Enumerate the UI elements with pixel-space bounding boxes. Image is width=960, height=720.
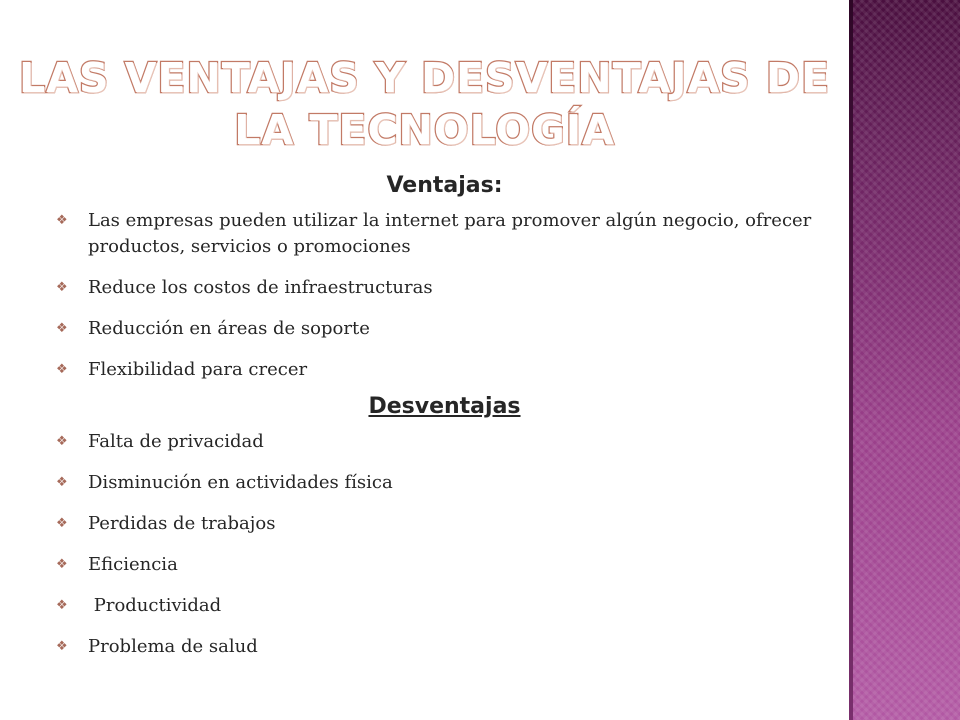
list-item [0,316,849,342]
list-item [0,593,849,619]
list-item-text: Flexibilidad para crecer [88,359,308,380]
diamond-bullet-icon: ❖ [56,557,68,572]
diamond-bullet-icon: ❖ [56,639,68,654]
list-item [0,470,849,496]
diamond-bullet-icon: ❖ [56,598,68,613]
slide-title: LAS VENTAJAS Y DESVENTAJAS DE LA TECNOLOGÍA [19,54,830,154]
list-item-text: Reduce los costos de infraestructuras [88,277,433,298]
list-item [0,511,849,537]
list-item [0,275,849,301]
ventajas-heading: Ventajas: [386,173,503,198]
ventajas-list [0,208,849,383]
desventajas-list [0,429,849,660]
diamond-bullet-icon: ❖ [56,516,68,531]
list-item [0,208,849,260]
list-item-text: Reducción en áreas de soporte [88,318,370,339]
diamond-bullet-icon: ❖ [56,280,68,295]
list-item-text: Problema de salud [88,636,258,657]
desventajas-heading: Desventajas [368,394,521,419]
slide-content [0,168,849,660]
decorative-side-band [849,0,960,720]
diamond-bullet-icon: ❖ [56,321,68,336]
diamond-bullet-icon: ❖ [56,434,68,449]
list-item [0,357,849,383]
side-band-edge [849,0,853,720]
list-item-text: Disminución en actividades física [88,472,393,493]
list-item-text: Perdidas de trabajos [88,513,276,534]
list-item-text: Eficiencia [88,554,178,575]
list-item-text: Falta de privacidad [88,431,264,452]
list-item-text: Productividad [88,595,222,616]
diamond-bullet-icon: ❖ [56,213,68,228]
list-item [0,429,849,455]
diamond-bullet-icon: ❖ [56,475,68,490]
list-item [0,552,849,578]
diamond-bullet-icon: ❖ [56,362,68,377]
list-item [0,634,849,660]
list-item-text: Las empresas pueden utilizar la internet para promover algún negocio, ofrecer productos, servicios o promociones [88,210,812,257]
